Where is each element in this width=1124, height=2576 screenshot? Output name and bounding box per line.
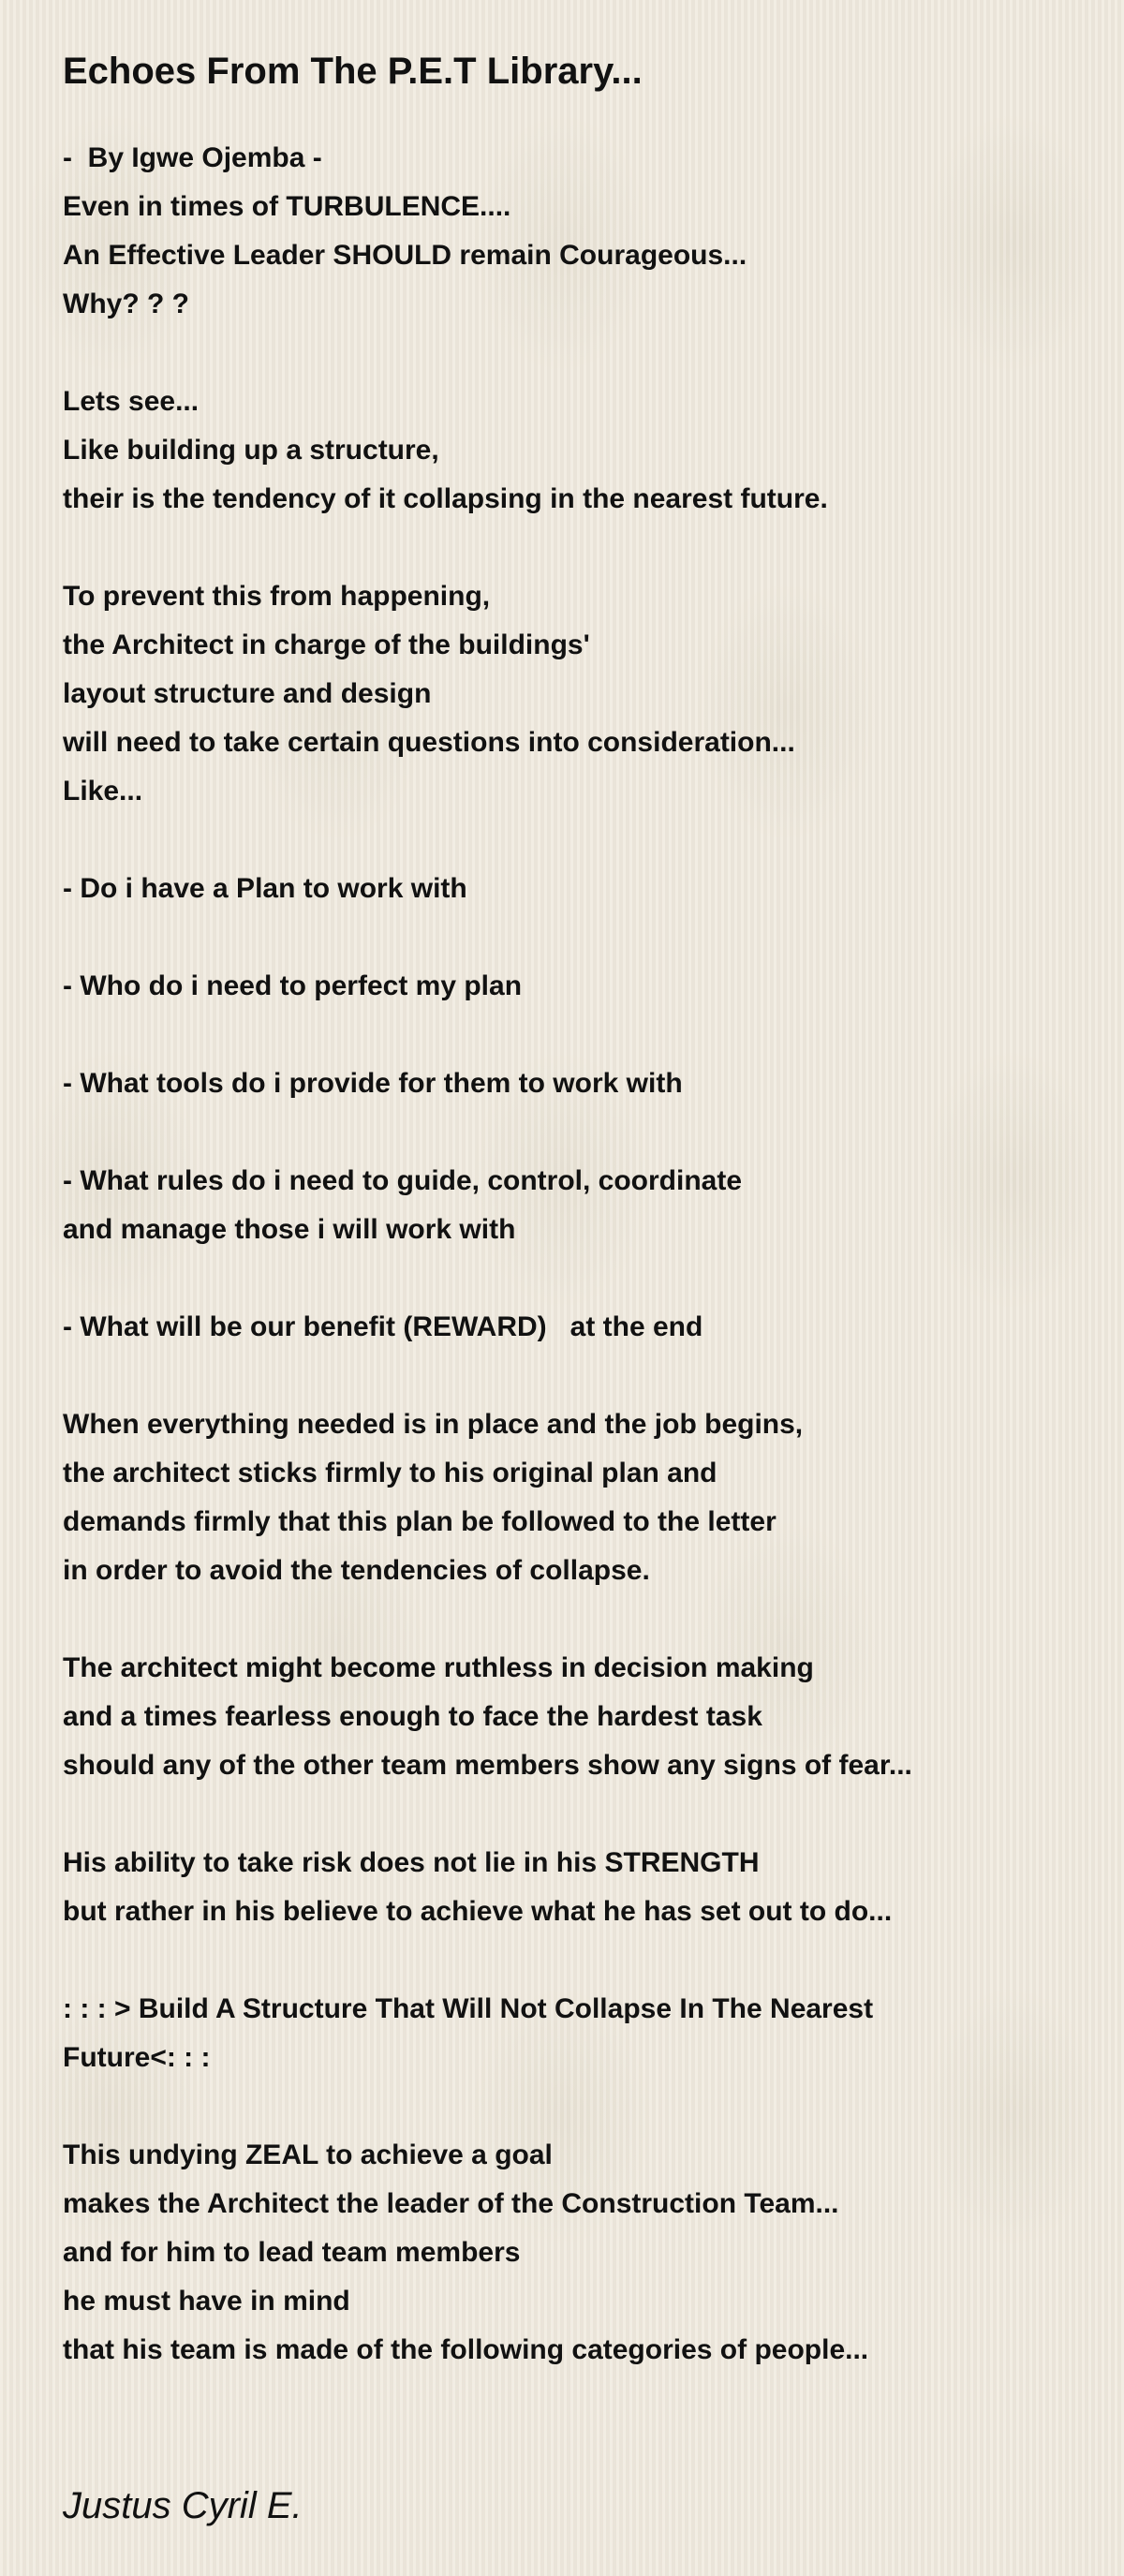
poem-title: Echoes From The P.E.T Library...: [63, 51, 643, 92]
poem-line: Future<: : :: [63, 2042, 211, 2073]
poem-line: in order to avoid the tendencies of collapse.: [63, 1555, 650, 1586]
poem-line: - What rules do i need to guide, control, coordinate: [63, 1165, 743, 1196]
poem-line: The architect might become ruthless in decision making: [63, 1652, 814, 1683]
poem-line: - Do i have a Plan to work with: [63, 873, 467, 904]
poem-line: This undying ZEAL to achieve a goal: [63, 2139, 553, 2170]
poem-body: [63, 134, 1087, 2375]
poem-line: His ability to take risk does not lie in his STRENGTH: [63, 1847, 760, 1878]
stanza-break: [63, 1108, 1087, 1157]
stanza-break: [63, 2082, 1087, 2131]
poem-line: layout structure and design: [63, 678, 432, 709]
poem-line: their is the tendency of it collapsing in the nearest future.: [63, 483, 828, 514]
stanza-break: [63, 1936, 1087, 1985]
poem-line: should any of the other team members show any signs of fear...: [63, 1750, 912, 1781]
poem-line: he must have in mind: [63, 2286, 350, 2317]
poem-line: When everything needed is in place and the job begins,: [63, 1409, 804, 1440]
stanza-break: [63, 329, 1087, 378]
stanza-break: [63, 1011, 1087, 1059]
poem-line: Even in times of TURBULENCE....: [63, 191, 511, 222]
poem-line: - Who do i need to perfect my plan: [63, 970, 523, 1001]
poem-line: that his team is made of the following categories of people...: [63, 2334, 869, 2365]
poem-line: makes the Architect the leader of the Construction Team...: [63, 2188, 839, 2219]
stanza-break: [63, 1254, 1087, 1303]
poem-line: : : : > Build A Structure That Will Not Collapse In The Nearest: [63, 1993, 874, 2024]
poem-line: - By Igwe Ojemba -: [63, 142, 322, 173]
poem-line: To prevent this from happening,: [63, 581, 491, 612]
stanza-break: [63, 524, 1087, 572]
poem-line: demands firmly that this plan be followed to the letter: [63, 1506, 776, 1537]
poem-line: and a times fearless enough to face the hardest task: [63, 1701, 762, 1732]
poem-line: Like...: [63, 776, 143, 807]
stanza-break: [63, 1595, 1087, 1644]
poem-line: An Effective Leader SHOULD remain Courageous...: [63, 240, 747, 271]
poem-line: will need to take certain questions into consideration...: [63, 727, 795, 758]
poem-line: the Architect in charge of the buildings': [63, 629, 590, 660]
stanza-break: [63, 913, 1087, 962]
stanza-break: [63, 1790, 1087, 1839]
poem-line: - What will be our benefit (REWARD) at the end: [63, 1311, 703, 1342]
poem-line: Lets see...: [63, 386, 200, 417]
poem-line: - What tools do i provide for them to work with: [63, 1068, 683, 1099]
stanza-break: [63, 816, 1087, 865]
poem-line: and manage those i will work with: [63, 1214, 516, 1245]
stanza-break: [63, 1352, 1087, 1400]
poem-author: Justus Cyril E.: [63, 2485, 303, 2526]
poem-line: Like building up a structure,: [63, 435, 439, 466]
poem-line: Why? ? ?: [63, 289, 189, 319]
poem-line: and for him to lead team members: [63, 2237, 521, 2268]
poem-line: the architect sticks firmly to his original plan and: [63, 1458, 717, 1488]
poem-line: but rather in his believe to achieve what he has set out to do...: [63, 1896, 893, 1927]
